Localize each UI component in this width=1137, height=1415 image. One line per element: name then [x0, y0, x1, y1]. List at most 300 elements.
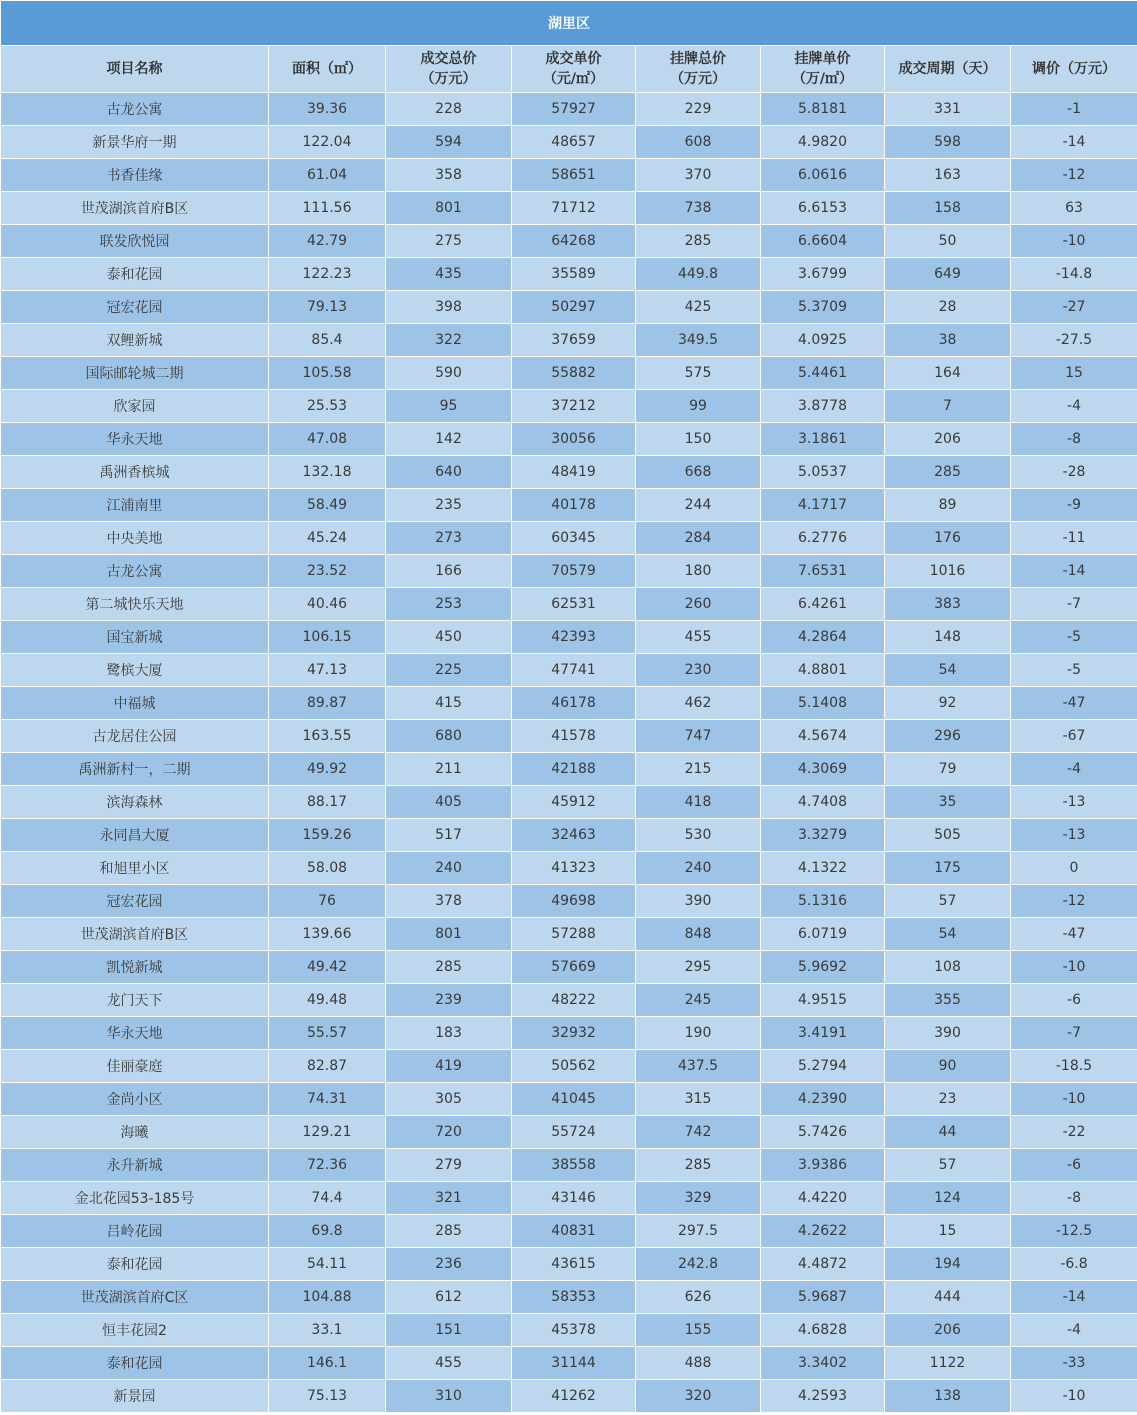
value-cell: 5.1408 [761, 687, 885, 720]
value-cell: 89 [885, 489, 1011, 522]
value-cell: 40831 [512, 1215, 636, 1248]
value-cell: 50562 [512, 1050, 636, 1083]
value-cell: 104.88 [269, 1281, 386, 1314]
project-name-cell: 书香佳缘 [1, 159, 269, 192]
value-cell: -10 [1011, 225, 1137, 258]
value-cell: 594 [386, 126, 512, 159]
value-cell: 45912 [512, 786, 636, 819]
value-cell: 58353 [512, 1281, 636, 1314]
value-cell: 279 [386, 1149, 512, 1182]
value-cell: 0 [1011, 852, 1137, 885]
value-cell: 235 [386, 489, 512, 522]
value-cell: 64268 [512, 225, 636, 258]
value-cell: -10 [1011, 1380, 1137, 1413]
table-row [1, 885, 1137, 918]
value-cell: -33 [1011, 1347, 1137, 1380]
value-cell: 57 [885, 885, 1011, 918]
value-cell: -7 [1011, 588, 1137, 621]
project-name-cell: 世茂湖滨首府B区 [1, 918, 269, 951]
value-cell: 215 [636, 753, 761, 786]
table-row [1, 225, 1137, 258]
value-cell: 82.87 [269, 1050, 386, 1083]
value-cell: 15 [885, 1215, 1011, 1248]
header-list-unit: 挂牌单价 （万/㎡） [761, 46, 885, 93]
table-row [1, 1017, 1137, 1050]
table-row [1, 1281, 1137, 1314]
value-cell: 245 [636, 984, 761, 1017]
value-cell: 505 [885, 819, 1011, 852]
table-row [1, 687, 1137, 720]
value-cell: -9 [1011, 489, 1137, 522]
value-cell: 183 [386, 1017, 512, 1050]
table-row [1, 621, 1137, 654]
value-cell: 296 [885, 720, 1011, 753]
value-cell: 42188 [512, 753, 636, 786]
project-name-cell: 联发欣悦园 [1, 225, 269, 258]
project-name-cell: 中央美地 [1, 522, 269, 555]
value-cell: 40178 [512, 489, 636, 522]
value-cell: 444 [885, 1281, 1011, 1314]
value-cell: 194 [885, 1248, 1011, 1281]
value-cell: 242.8 [636, 1248, 761, 1281]
value-cell: 43146 [512, 1182, 636, 1215]
value-cell: -27 [1011, 291, 1137, 324]
value-cell: 48657 [512, 126, 636, 159]
value-cell: 43615 [512, 1248, 636, 1281]
value-cell: 32463 [512, 819, 636, 852]
value-cell: 71712 [512, 192, 636, 225]
value-cell: 54 [885, 654, 1011, 687]
project-name-cell: 新景华府一期 [1, 126, 269, 159]
value-cell: 6.2776 [761, 522, 885, 555]
value-cell: 383 [885, 588, 1011, 621]
table-row [1, 324, 1137, 357]
value-cell: 449.8 [636, 258, 761, 291]
value-cell: 30056 [512, 423, 636, 456]
value-cell: 5.9692 [761, 951, 885, 984]
value-cell: 349.5 [636, 324, 761, 357]
value-cell: 57927 [512, 93, 636, 126]
table-row [1, 423, 1137, 456]
value-cell: 305 [386, 1083, 512, 1116]
value-cell: 297.5 [636, 1215, 761, 1248]
value-cell: 105.58 [269, 357, 386, 390]
value-cell: 122.23 [269, 258, 386, 291]
value-cell: 164 [885, 357, 1011, 390]
value-cell: 253 [386, 588, 512, 621]
project-name-cell: 鹭槟大厦 [1, 654, 269, 687]
value-cell: -13 [1011, 819, 1137, 852]
value-cell: 49.42 [269, 951, 386, 984]
value-cell: 3.9386 [761, 1149, 885, 1182]
table-row [1, 951, 1137, 984]
project-name-cell: 永同昌大厦 [1, 819, 269, 852]
value-cell: 122.04 [269, 126, 386, 159]
table-title: 湖里区 [1, 1, 1137, 46]
value-cell: 90 [885, 1050, 1011, 1083]
value-cell: 166 [386, 555, 512, 588]
value-cell: 455 [636, 621, 761, 654]
value-cell: 88.17 [269, 786, 386, 819]
value-cell: 284 [636, 522, 761, 555]
table-row [1, 489, 1137, 522]
value-cell: -8 [1011, 423, 1137, 456]
value-cell: 5.7426 [761, 1116, 885, 1149]
value-cell: 4.4220 [761, 1182, 885, 1215]
value-cell: 225 [386, 654, 512, 687]
value-cell: 530 [636, 819, 761, 852]
value-cell: 49.92 [269, 753, 386, 786]
value-cell: 72.36 [269, 1149, 386, 1182]
project-name-cell: 华永天地 [1, 1017, 269, 1050]
value-cell: 35589 [512, 258, 636, 291]
value-cell: -8 [1011, 1182, 1137, 1215]
project-name-cell: 龙门天下 [1, 984, 269, 1017]
value-cell: 190 [636, 1017, 761, 1050]
value-cell: 462 [636, 687, 761, 720]
value-cell: 1016 [885, 555, 1011, 588]
value-cell: 331 [885, 93, 1011, 126]
value-cell: 5.4461 [761, 357, 885, 390]
value-cell: 206 [885, 1314, 1011, 1347]
table-row [1, 1116, 1137, 1149]
value-cell: 70579 [512, 555, 636, 588]
table-row [1, 522, 1137, 555]
value-cell: 390 [885, 1017, 1011, 1050]
value-cell: 295 [636, 951, 761, 984]
value-cell: -18.5 [1011, 1050, 1137, 1083]
value-cell: 39.36 [269, 93, 386, 126]
value-cell: 42393 [512, 621, 636, 654]
value-cell: 240 [636, 852, 761, 885]
value-cell: 3.4191 [761, 1017, 885, 1050]
value-cell: 575 [636, 357, 761, 390]
value-cell: 608 [636, 126, 761, 159]
table-row [1, 291, 1137, 324]
value-cell: 517 [386, 819, 512, 852]
value-cell: 124 [885, 1182, 1011, 1215]
value-cell: 32932 [512, 1017, 636, 1050]
value-cell: -47 [1011, 687, 1137, 720]
value-cell: 31144 [512, 1347, 636, 1380]
value-cell: 47.08 [269, 423, 386, 456]
value-cell: -12 [1011, 885, 1137, 918]
value-cell: 4.2864 [761, 621, 885, 654]
value-cell: 155 [636, 1314, 761, 1347]
value-cell: 159.26 [269, 819, 386, 852]
table-row [1, 192, 1137, 225]
value-cell: -6.8 [1011, 1248, 1137, 1281]
table-row [1, 357, 1137, 390]
value-cell: 45.24 [269, 522, 386, 555]
value-cell: 99 [636, 390, 761, 423]
value-cell: 590 [386, 357, 512, 390]
value-cell: 4.5674 [761, 720, 885, 753]
project-name-cell: 古龙居住公园 [1, 720, 269, 753]
value-cell: 285 [636, 1149, 761, 1182]
value-cell: -5 [1011, 621, 1137, 654]
table-row [1, 159, 1137, 192]
value-cell: -14.8 [1011, 258, 1137, 291]
value-cell: -10 [1011, 1083, 1137, 1116]
value-cell: 132.18 [269, 456, 386, 489]
title-row [1, 1, 1137, 46]
value-cell: 55.57 [269, 1017, 386, 1050]
value-cell: 598 [885, 126, 1011, 159]
value-cell: 41323 [512, 852, 636, 885]
project-name-cell: 双鲤新城 [1, 324, 269, 357]
value-cell: 55724 [512, 1116, 636, 1149]
value-cell: 45378 [512, 1314, 636, 1347]
table-row [1, 852, 1137, 885]
value-cell: 111.56 [269, 192, 386, 225]
value-cell: 37212 [512, 390, 636, 423]
value-cell: -13 [1011, 786, 1137, 819]
table-row [1, 654, 1137, 687]
project-name-cell: 华永天地 [1, 423, 269, 456]
value-cell: 41045 [512, 1083, 636, 1116]
value-cell: 285 [885, 456, 1011, 489]
project-name-cell: 金尚小区 [1, 1083, 269, 1116]
value-cell: 163.55 [269, 720, 386, 753]
value-cell: 55882 [512, 357, 636, 390]
header-price-adjust: 调价（万元） [1011, 46, 1137, 93]
table-row [1, 126, 1137, 159]
value-cell: 488 [636, 1347, 761, 1380]
value-cell: 4.9515 [761, 984, 885, 1017]
value-cell: 437.5 [636, 1050, 761, 1083]
table-row [1, 1314, 1137, 1347]
value-cell: 239 [386, 984, 512, 1017]
value-cell: 54 [885, 918, 1011, 951]
value-cell: 6.4261 [761, 588, 885, 621]
value-cell: 7 [885, 390, 1011, 423]
project-name-cell: 凯悦新城 [1, 951, 269, 984]
value-cell: 310 [386, 1380, 512, 1413]
value-cell: 57669 [512, 951, 636, 984]
header-area: 面积（㎡） [269, 46, 386, 93]
value-cell: 176 [885, 522, 1011, 555]
value-cell: 138 [885, 1380, 1011, 1413]
value-cell: 28 [885, 291, 1011, 324]
value-cell: 48419 [512, 456, 636, 489]
value-cell: 206 [885, 423, 1011, 456]
value-cell: -6 [1011, 984, 1137, 1017]
value-cell: 5.3709 [761, 291, 885, 324]
value-cell: 6.6153 [761, 192, 885, 225]
value-cell: 139.66 [269, 918, 386, 951]
project-name-cell: 泰和花园 [1, 1347, 269, 1380]
value-cell: 5.2794 [761, 1050, 885, 1083]
value-cell: 285 [386, 1215, 512, 1248]
value-cell: 15 [1011, 357, 1137, 390]
value-cell: -5 [1011, 654, 1137, 687]
project-name-cell: 佳丽豪庭 [1, 1050, 269, 1083]
value-cell: 35 [885, 786, 1011, 819]
value-cell: 23 [885, 1083, 1011, 1116]
value-cell: 151 [386, 1314, 512, 1347]
header-deal-unit: 成交单价 （元/㎡） [512, 46, 636, 93]
value-cell: 228 [386, 93, 512, 126]
project-name-cell: 冠宏花园 [1, 291, 269, 324]
table-row [1, 918, 1137, 951]
table-row [1, 786, 1137, 819]
value-cell: 58.49 [269, 489, 386, 522]
value-cell: 57 [885, 1149, 1011, 1182]
value-cell: 285 [386, 951, 512, 984]
value-cell: 612 [386, 1281, 512, 1314]
value-cell: 3.3279 [761, 819, 885, 852]
value-cell: 50 [885, 225, 1011, 258]
project-name-cell: 禹洲新村一，二期 [1, 753, 269, 786]
value-cell: 3.3402 [761, 1347, 885, 1380]
value-cell: -1 [1011, 93, 1137, 126]
value-cell: 425 [636, 291, 761, 324]
table-row [1, 93, 1137, 126]
header-deal-cycle: 成交周期（天） [885, 46, 1011, 93]
value-cell: 54.11 [269, 1248, 386, 1281]
value-cell: 85.4 [269, 324, 386, 357]
value-cell: 405 [386, 786, 512, 819]
table-row [1, 258, 1137, 291]
value-cell: -12 [1011, 159, 1137, 192]
value-cell: 260 [636, 588, 761, 621]
value-cell: 69.8 [269, 1215, 386, 1248]
table-row [1, 1347, 1137, 1380]
project-name-cell: 恒丰花园2 [1, 1314, 269, 1347]
value-cell: 322 [386, 324, 512, 357]
project-name-cell: 第二城快乐天地 [1, 588, 269, 621]
value-cell: 7.6531 [761, 555, 885, 588]
table-row [1, 1248, 1137, 1281]
value-cell: 738 [636, 192, 761, 225]
value-cell: 180 [636, 555, 761, 588]
value-cell: 329 [636, 1182, 761, 1215]
value-cell: -47 [1011, 918, 1137, 951]
value-cell: 106.15 [269, 621, 386, 654]
project-name-cell: 泰和花园 [1, 258, 269, 291]
value-cell: 4.3069 [761, 753, 885, 786]
value-cell: 3.6799 [761, 258, 885, 291]
value-cell: 75.13 [269, 1380, 386, 1413]
value-cell: 801 [386, 918, 512, 951]
table-row [1, 720, 1137, 753]
value-cell: 4.0925 [761, 324, 885, 357]
table-row [1, 588, 1137, 621]
value-cell: 150 [636, 423, 761, 456]
value-cell: 3.1861 [761, 423, 885, 456]
value-cell: 95 [386, 390, 512, 423]
value-cell: 57288 [512, 918, 636, 951]
value-cell: 41578 [512, 720, 636, 753]
value-cell: 148 [885, 621, 1011, 654]
table-row [1, 1380, 1137, 1413]
value-cell: 229 [636, 93, 761, 126]
value-cell: 4.2390 [761, 1083, 885, 1116]
value-cell: 48222 [512, 984, 636, 1017]
value-cell: 315 [636, 1083, 761, 1116]
value-cell: 61.04 [269, 159, 386, 192]
project-name-cell: 世茂湖滨首府C区 [1, 1281, 269, 1314]
value-cell: 5.1316 [761, 885, 885, 918]
value-cell: 108 [885, 951, 1011, 984]
value-cell: 244 [636, 489, 761, 522]
project-name-cell: 欣家园 [1, 390, 269, 423]
project-name-cell: 冠宏花园 [1, 885, 269, 918]
value-cell: 4.8801 [761, 654, 885, 687]
value-cell: 5.0537 [761, 456, 885, 489]
table-row [1, 456, 1137, 489]
value-cell: 175 [885, 852, 1011, 885]
value-cell: -12.5 [1011, 1215, 1137, 1248]
project-name-cell: 禹洲香槟城 [1, 456, 269, 489]
table-row [1, 984, 1137, 1017]
value-cell: 142 [386, 423, 512, 456]
value-cell: 4.1322 [761, 852, 885, 885]
table-row [1, 390, 1137, 423]
value-cell: 4.6828 [761, 1314, 885, 1347]
table-row [1, 1083, 1137, 1116]
value-cell: 240 [386, 852, 512, 885]
project-name-cell: 古龙公寓 [1, 93, 269, 126]
value-cell: 4.2622 [761, 1215, 885, 1248]
project-name-cell: 国际邮轮城二期 [1, 357, 269, 390]
value-cell: 419 [386, 1050, 512, 1083]
value-cell: 38 [885, 324, 1011, 357]
value-cell: 6.0719 [761, 918, 885, 951]
table-row [1, 1182, 1137, 1215]
value-cell: 6.6604 [761, 225, 885, 258]
value-cell: 236 [386, 1248, 512, 1281]
value-cell: 320 [636, 1380, 761, 1413]
value-cell: 92 [885, 687, 1011, 720]
project-name-cell: 金北花园53-185号 [1, 1182, 269, 1215]
value-cell: -6 [1011, 1149, 1137, 1182]
value-cell: 50297 [512, 291, 636, 324]
value-cell: 62531 [512, 588, 636, 621]
project-name-cell: 国宝新城 [1, 621, 269, 654]
value-cell: 6.0616 [761, 159, 885, 192]
project-name-cell: 和旭里小区 [1, 852, 269, 885]
value-cell: 355 [885, 984, 1011, 1017]
value-cell: 49698 [512, 885, 636, 918]
value-cell: 4.7408 [761, 786, 885, 819]
value-cell: 38558 [512, 1149, 636, 1182]
project-name-cell: 新景园 [1, 1380, 269, 1413]
value-cell: 58.08 [269, 852, 386, 885]
value-cell: -28 [1011, 456, 1137, 489]
value-cell: -14 [1011, 1281, 1137, 1314]
value-cell: 848 [636, 918, 761, 951]
value-cell: -14 [1011, 555, 1137, 588]
value-cell: 89.87 [269, 687, 386, 720]
table-row [1, 1050, 1137, 1083]
value-cell: 163 [885, 159, 1011, 192]
value-cell: 49.48 [269, 984, 386, 1017]
header-project-name: 项目名称 [1, 46, 269, 93]
value-cell: 41262 [512, 1380, 636, 1413]
value-cell: 370 [636, 159, 761, 192]
value-cell: 640 [386, 456, 512, 489]
value-cell: 211 [386, 753, 512, 786]
value-cell: 4.1717 [761, 489, 885, 522]
value-cell: 720 [386, 1116, 512, 1149]
value-cell: 60345 [512, 522, 636, 555]
value-cell: 649 [885, 258, 1011, 291]
value-cell: 435 [386, 258, 512, 291]
value-cell: 158 [885, 192, 1011, 225]
table-row [1, 819, 1137, 852]
